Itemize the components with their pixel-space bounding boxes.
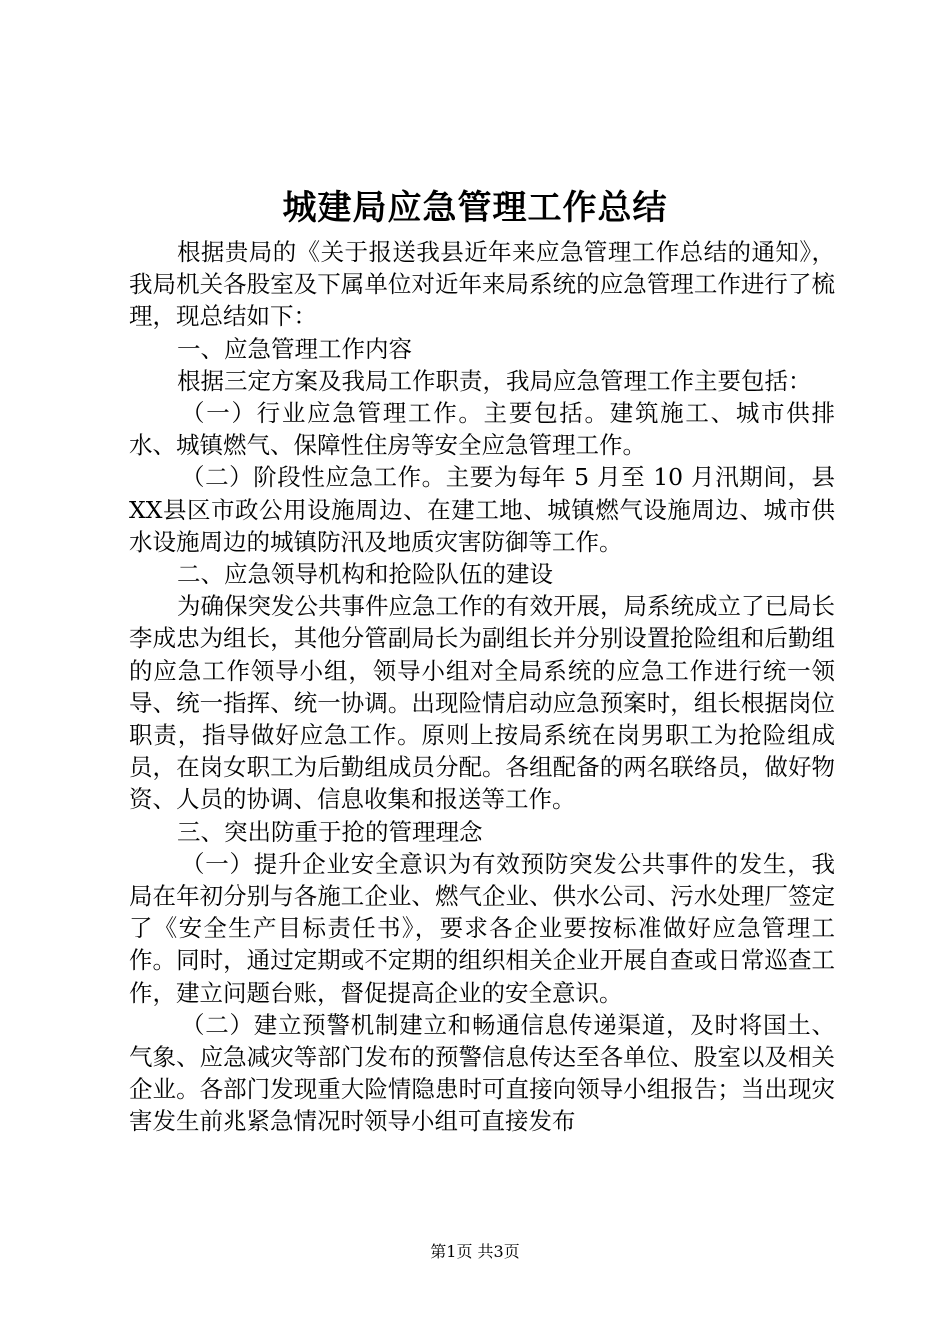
- section-2-paragraph: 为确保突发公共事件应急工作的有效开展，局系统成立了已局长李成忠为组长，其他分管副局长为副组长并分别设置抢险组和后勤组的应急工作领导小组，领导小组对全局系统的应急工作进行统一领导、统一指挥、统一协调。出现险情启动应急预案时，组长根据岗位职责，指导做好应急工作。原则上按局系统在岗男职工为抢险组成员，在岗女职工为后勤组成员分配。各组配备的两名联络员，做好物资、人员的协调、信息收集和报送等工作。: [129, 592, 835, 814]
- section-3-item-2: （二）建立预警机制建立和畅通信息传递渠道，及时将国土、气象、应急减灾等部门发布的预警信息传达至各单位、股室以及相关企业。各部门发现重大险情隐患时可直接向领导小组报告；当出现灾害发生前兆紧急情况时领导小组可直接发布: [129, 1010, 835, 1136]
- section-heading-3: 三、突出防重于抢的管理理念: [177, 817, 483, 846]
- document-title: 城建局应急管理工作总结: [282, 188, 668, 228]
- section-1-item-1: （一）行业应急管理工作。主要包括。建筑施工、城市供排水、城镇燃气、保障性住房等安全应急管理工作。: [129, 399, 835, 460]
- section-1-item-2: （二）阶段性应急工作。主要为每年 5 月至 10 月汛期间，县XX县区市政公用设施周边、在建工地、城镇燃气设施周边、城市供水设施周边的城镇防汛及地质灾害防御等工作。: [129, 463, 835, 556]
- section-1-paragraph: 根据三定方案及我局工作职责，我局应急管理工作主要包括：: [177, 366, 812, 395]
- page-footer: 第1页 共3页: [430, 1242, 520, 1261]
- section-3-item-1: （一）提升企业安全意识为有效预防突发公共事件的发生，我局在年初分别与各施工企业、燃气企业、供水公司、污水处理厂签定了《安全生产目标责任书》，要求各企业要按标准做好应急管理工作。同时，通过定期或不定期的组织相关企业开展自查或日常巡查工作，建立问题台账，督促提高企业的安全意识。: [129, 849, 835, 1007]
- document-body: [129, 236, 835, 1138]
- section-heading-1: 一、应急管理工作内容: [177, 334, 412, 363]
- intro-paragraph: 根据贵局的《关于报送我县近年来应急管理工作总结的通知》，我局机关各股室及下属单位对近年来局系统的应急管理工作进行了梳理，现总结如下：: [129, 238, 835, 331]
- section-heading-2: 二、应急领导机构和抢险队伍的建设: [177, 560, 553, 589]
